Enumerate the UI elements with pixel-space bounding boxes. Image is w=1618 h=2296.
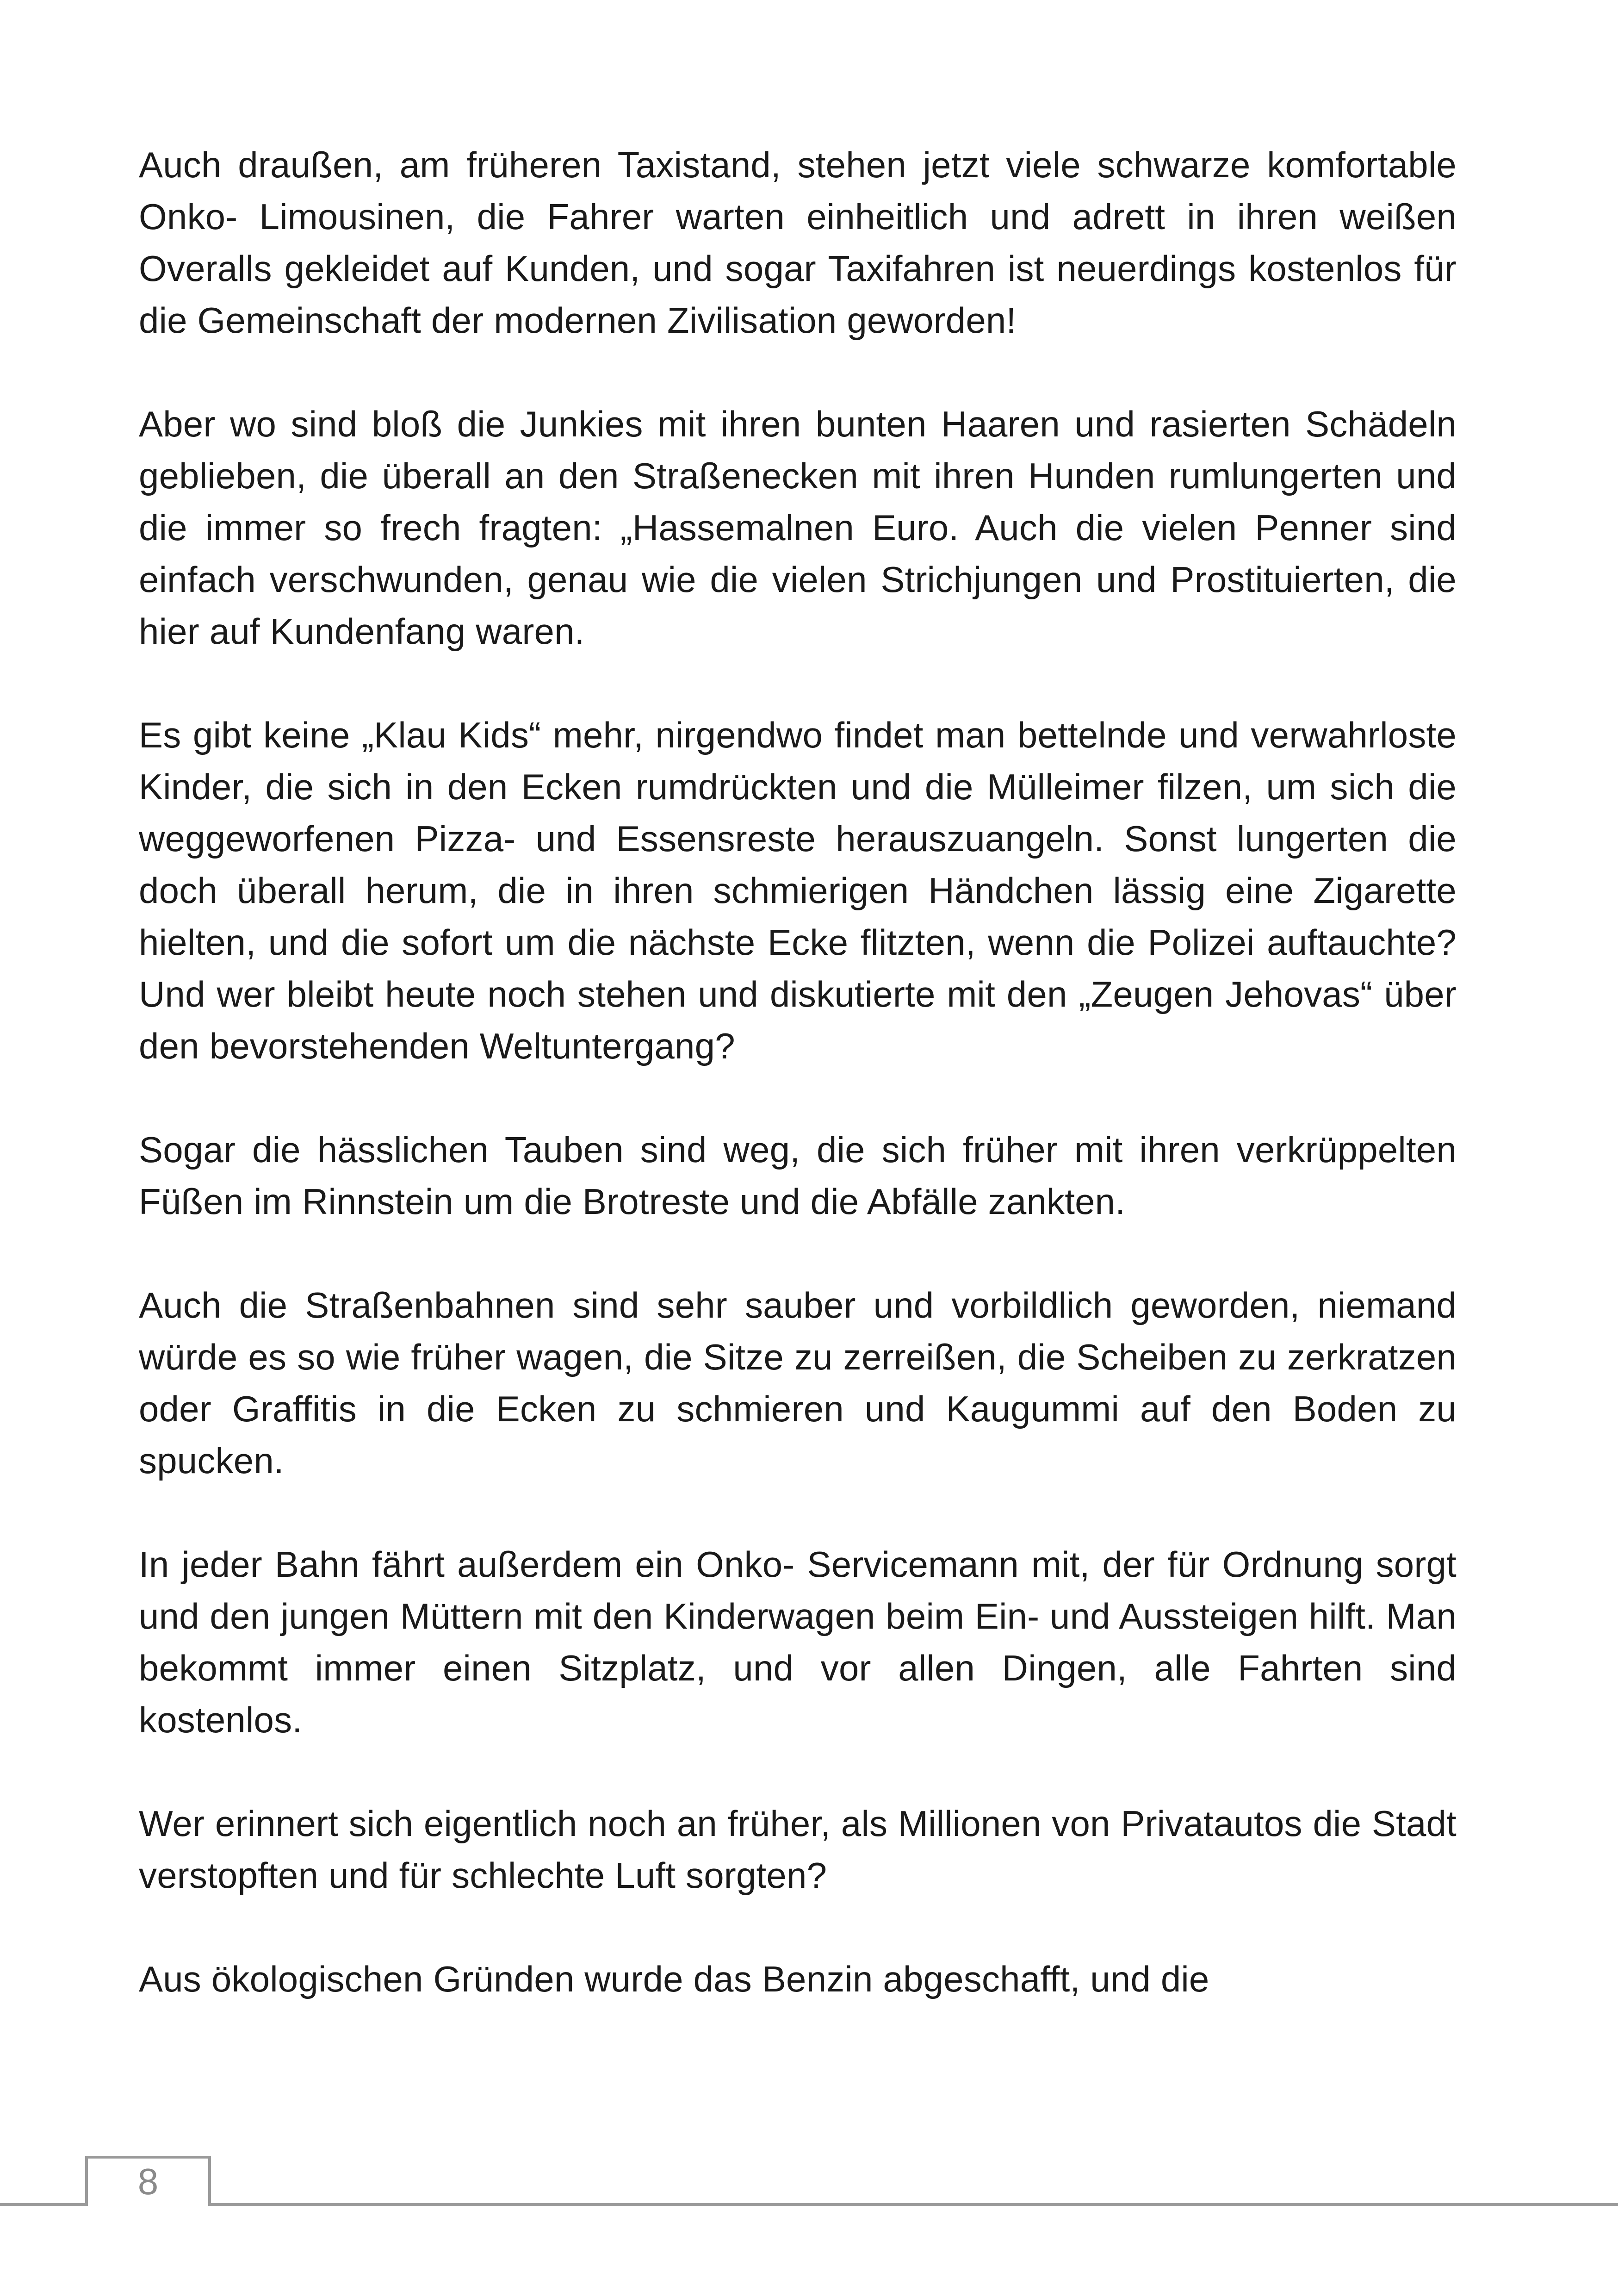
paragraph-1: Auch draußen, am früheren Taxistand, stehen jetzt viele schwarze komfortable Onko- Limousinen, die Fahrer warten einheitlich und adrett in ihren weißen Overalls gekleidet auf Kunden, und sogar Taxifahren ist neuerdings kostenlos für die Gemeinschaft der modernen Zivilisation geworden! <box>139 144 1457 341</box>
paragraph-6: In jeder Bahn fährt außerdem ein Onko- Servicemann mit, der für Ordnung sorgt und den jungen Müttern mit den Kinderwagen beim Ein- und Aussteigen hilft. Man bekommt immer einen Sitzplatz, und vor allen Dingen, alle Fahrten sind kostenlos. <box>139 1544 1457 1740</box>
paragraph-2: Aber wo sind bloß die Junkies mit ihren bunten Haaren und rasierten Schädeln geblieben, die überall an den Straßenecken mit ihren Hunden rumlungerten und die immer so frech fragten: „Hassemalnen Euro. Auch die vielen Penner sind einfach verschwunden, genau wie die vielen Strichjungen und Prostituierten, die hier auf Kundenfang waren. <box>139 404 1457 652</box>
page-number: 8 <box>137 2161 159 2202</box>
page-number-tab <box>85 2156 211 2206</box>
paragraph-5: Auch die Straßenbahnen sind sehr sauber und vorbildlich geworden, niemand würde es so wie früher wagen, die Sitze zu zerreißen, die Scheiben zu zerkratzen oder Graffitis in die Ecken zu schmieren und Kaugummi auf den Boden zu spucken. <box>139 1285 1457 1481</box>
paragraph-8: Aus ökologischen Gründen wurde das Benzin abgeschafft, und die <box>139 1959 1209 1999</box>
paragraph-4: Sogar die hässlichen Tauben sind weg, die sich früher mit ihren verkrüppelten Füßen im Rinnstein um die Brotreste und die Abfälle zankten. <box>139 1129 1457 1222</box>
paragraph-3: Es gibt keine „Klau Kids“ mehr, nirgendwo findet man bettelnde und verwahrloste Kinder, die sich in den Ecken rumdrückten und die Mülleimer filzen, um sich die weggeworfenen Pizza- und Essensreste herauszuangeln. Sonst lungerten die doch überall herum, die in ihren schmierigen Händchen lässig eine Zigarette hielten, und die sofort um die nächste Ecke flitzten, wenn die Polizei auftauchte? Und wer bleibt heute noch stehen und diskutierte mit den „Zeugen Jehovas“ über den bevorstehenden Weltuntergang? <box>139 715 1457 1066</box>
paragraph-7: Wer erinnert sich eigentlich noch an früher, als Millionen von Privatautos die Stadt verstopften und für schlechte Luft sorgten? <box>139 1803 1457 1896</box>
body-text <box>139 139 1457 2005</box>
footer-rule <box>0 2203 1618 2206</box>
